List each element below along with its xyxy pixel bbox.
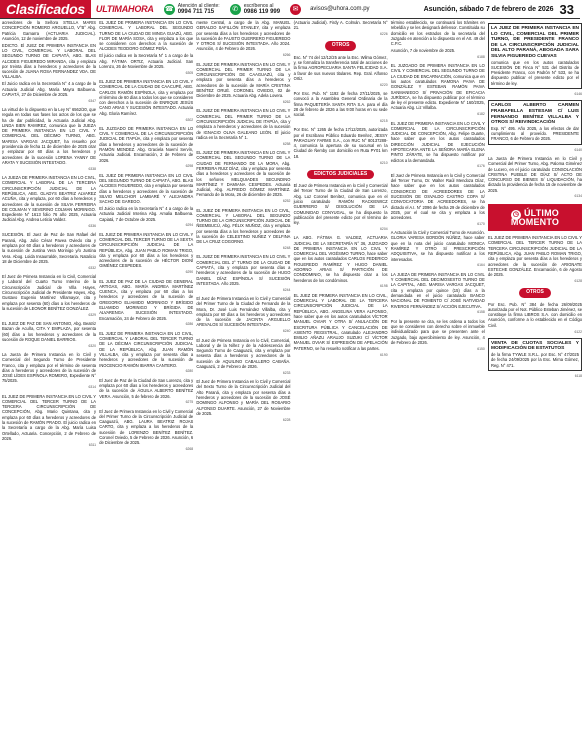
email-address[interactable]: avisos@uhora.com.py [310,6,370,12]
notice-code: 6262 [282,100,291,105]
notice-code: 6210 [380,160,388,165]
notice-text: EL JUEZ DE PRIMERA INSTANCIA EN LO CIVIL Y COMERCIAL DE LA CIUDAD DE CAACUPÉ, ABG. CARLOS RAMÓN ESPÍNOLA, cita y emplaza por el término de 60 días a todos los que se consideren con derechos a la sucesión de ENRIQUE JESÚS CANO ARIAS Y SUCESIÓN INTESTADO. Actuaria Abg. Gloria Ramírez. [99,78,194,116]
notice-text: EL JUEZ DE PRIMERA INSTANCIA EN LO CIVIL Y COMERCIAL DEL PRIMER TURNO DE LA CIRCUNSCRIPCIÓN DE CAAGUAZÚ, cita y emplaza por sesenta días a herederos y acreedores de la sucesión de MARÍA CRISTINA BENÍTEZ ORUÉ. CORONEL OVIEDO, 02 de Diciembre de 2025. Actuaria Abg. Adela Lovera. [196,61,291,99]
notice-text: La Jueza de Primera Instancia en lo Civil y Comercial del Segundo Turno de Presidente Franco, cita y emplaza por el término de sesenta días a herederos y acreedores de la sucesión de JOSÉ LÍDES ESPÍNOLA ROMERO, Expediente N° 75/2025. [2,351,96,384]
notice-text: acreedores de la Señora STELLA MARIS CONCEPCIÓN ROMERO ARGUELLO, V°B° Abg. Patricia Gamarra (ACTUARIA JUDICIAL). Asunción, 12 de noviembre de 2025. [2,20,96,41]
issue-date: Asunción, sábado 7 de febrero de 2026 [423,5,554,13]
notice-text: EL JUZGADO DE PRIMERA INSTANCIA EN LO CIVIL Y COMERCIAL DE LA CIRCUNSCRIPCIÓN JUDICIAL DE ITAPÚA, cita y emplaza por sesenta días a herederos y acreedores de la sucesión de RAMÓN MENDEZ. Abg. Graciela Noemí Servín, Actuaria Judicial. Encarnación, 2 de Febrero de 2026. [99,125,194,163]
notice-text: EL JUEZ DE PRIMERA INSTANCIA EN LO CIVIL Y COMERCIAL DEL PRIMER TURNO DE LA CIRCUNSCRIPCIÓN JUDICIAL DE ITAPÚA, cita y emplaza a herederos y acreedores de la sucesión de IGNACIO OLIVA GALEANO LEÓN. El juicio radica en la Secretaría N° 1. [196,108,291,140]
notice-code: 6146 [574,92,582,97]
notice-code: 6228 [282,417,291,422]
column-2 [99,20,193,756]
section-header-otros [294,41,388,50]
notice-code: 6240 [282,329,291,334]
notice-code: 6286 [185,322,194,327]
notice-text: La virtud de lo dispuesto en la Ley N° 6562/20, que regula en todas sus fases los actos de los que se ha de dar publicidad, la Actuaria Judicial Abg. LINDA BIEN RAMIREZ, comunica que la JUEZA DE PRIMERA INSTANCIA EN LO CIVIL Y COMERCIAL DEL DÉCIMO TURNO, ABG. MARISA VARGAS JACQUET, ha resuelto por providencia de fecha 11 de diciembre de 2025 citar y emplazar por 60 días a los herederos y acreedores de la sucesión LORENA YANNY DE ARATA Y SUCESIÓN INTESTADO. [2,106,96,165]
notice-code: 6305 [185,70,194,75]
notice-code: 6347 [88,98,96,103]
ad-title: CARLOS ALBERTO CARMEN FRABAFELLA ESTESAM C/ LUIS FERNANDO BENÍTEZ VILLALBA Y OTROS S/ REIVINDICACIÓN [491,103,579,126]
ad-title: LA JUEZ DE PRIMERA INSTANCIA EN LO CIVIL, COMERCIAL DEL PRIMER TURNO, DE PRESIDENTE FRANCO DE LA CIRCUNSCRIPCIÓN JUDICIAL DEL ALTO PARANÁ, ABOGADA SARA SILVIA FIGUEREDO CUEVAS [491,26,579,59]
notice-text: El Juez de Primera Instancia en lo Civil y Comercial del Tercer Turno, Dr. Walter Raúl Mendoza Díaz, hace saber que en los autos caratulados CONSORCIO DE ACREEDORES DE LA SUCESIÓN DE OSVALDO CASTRO COPA S/ CONVOCATORIA DE ACREEDORES, se ha dictado el A.I. N° 2096 de fecha 29 de diciembre de 2025, por el cual se cita y emplaza a los acreedores. [390,172,485,221]
notice-text: EL JUEZ DE PAZ DE LA CIUDAD DE GENERAL ARTIGAS, ABG. MARÍA ANDREA MARTÍNEZ CUENCA, cita y emplaza por 60 días a los herederos y acreedores de la sucesión de GREGORIO ELIAMIDO MORINIGO Y BRÍGIDO ELIAMIDO MORINIGO Y BRÍGIDA DE ALVARENGA SUCESIÓN INTESTADO. Encarnación, 24 de Febrero de 2026. [99,278,194,321]
notice-text: EL JUEZ DE PRIMERA INSTANCIA EN LO CIVIL Y COMERCIAL DEL 2° TURNO DE LA CIUDAD DE CAPIATÁ, cita y emplaza por sesenta días a herederos y acreedores de la sucesión de HUGO DANIEL DÍAZ ESPÍNOLA S/ SUCESIÓN INTESTADA. Año 2025. [196,254,291,286]
notice-text: EL JUEZ DE PRIMERA INSTANCIA EN LO CIVIL Y COMERCIAL DE LA CIRCUNSCRIPCIÓN JUDICIAL DE CONCEPCIÓN, Abg. Felipe Duarte, hace saber que en los autos caratulados DIRECCIÓN JUDICIAL DE EJECUCIÓN HIPOTECARIA ANTE LA SEÑORA MARÍA ELENA PINTO ZÁRATE, se ha dispuesto notificar por edictos a la demandada. [390,120,485,163]
section-label: EDICTOS JUDICIALES [307,170,374,179]
notice-code: 6215 [380,118,388,123]
whatsapp-number[interactable]: 0986 119 999 [243,9,281,15]
notice-text: EL JUZGADO DE PRIMERA INSTANCIA EN LO CIVIL Y COMERCIAL DEL SEGUNDO TURNO DE LA CIUDAD DE ENCARNACIÓN, comunica que en los autos caratulados RAMONA PAIVA DE GONZÁLEZ Y ESTEBAN RAMÓN PAIVA SANMANIEGO S/ PRIVACIÓN DE EFICACIA JURÍDICA, se ha dispuesto publicar por el término de ley el presente edicto. Expediente N° 160/2025, Actuaria Abg. Liz Villalba. [390,63,485,111]
phone-label: Atención al cliente: [177,3,220,9]
notice-text: La Jueza de Primera Instancia en lo Civil y Comercial del Primer Turno, Abg. Paloma Giménez de Lucero, en el juicio caratulado CONSOLACIÓN CRISTINA PUEBLE DE DÍAZ S/ ACTO DE CONCURSO DE BIENES S/ LIQUIDACIÓN, ha dictado la providencia de fecha 15 de noviembre de 2025. [488,155,582,193]
notice-code: 6128 [574,278,582,283]
notice-text: EL JUEZ DE PRIMERA INSTANCIA EN LO CIVIL COMERCIAL Y LABORAL DEL SEGUNDO TURNO DE LA CIUDAD DE MINGA GUAZÚ, ABG. FLOR DE MARÍA SOSA, cita y emplaza a los que se consideren con derechos a la sucesión de ALCIDES TEODORO GÓMEZ PEÑA. [99,20,194,52]
email-contact [290,4,369,15]
newspaper-logo: ULTIMAHORA [95,4,154,14]
notice-text: EL JUEZ DE PRIMERA INSTANCIA EN LO CIVIL, COMERCIAL Y LABORAL DEL SEGUNDO TURNO DE LA CIRCUNSCRIPCIÓN JUDICIAL DE ÑEEMBUCÚ, Abg. FÉLIX MUÑOZ, cita y emplaza por sesenta días a los herederos y acreedores de la sucesión de CELESTINO NUÑEZ Y DELFINA DE LA CRUZ COGORNO. [196,207,291,245]
page-header [0,0,580,19]
notice-code: 6266 [282,53,291,58]
notice-text: El Juez de Primera Instancia en lo Civil y Comercial del Sexto Turno de la Circunscripción Judicial del Alto Paraná, cita y emplaza por sesenta días a herederos y acreedores de la sucesión de JOSÉ DOMINGO ALFONSO y MARÍA DEL ROSARIO ALFONSO DUARTE. Asunción, 27 de Noviembre de 2025. [196,379,291,416]
notice-text: LA JUEZA DE PRIMERA INSTANCIA EN LO CIVIL Y COMERCIAL DEL DECIMOSEXTO TURNO DE LA CAPITAL, ABG. MARISA VARGAS JACQUET, cita y emplaza por quince (15) días a la demandada en el juicio caratulado BANCO NACIONAL DE FOMENTO C/ JOSÉ NATIVIDAD RIVEROS FERNÁNDEZ S/ ACCIÓN EJECUTIVA. [390,271,485,309]
notice-code: 6118 [574,373,582,378]
notice-text: LA JUEZA DE PRIMERA INSTANCIA EN LO CIVIL, COMERCIAL Y LABORAL DE LA TERCERA CIRCUNSCRIPCIÓN JUDICIAL DE LA REPÚBLICA, ABG. GLADYS BEATRIZ ALVAREZ ACUÑA, cita y emplaza, por 60 días a herederos y acreedores de la sucesión de SILVIA FERREIRA DE COLMAN Y SEVERINO COLMAN MORINIGO. Expediente N° 1613 folio 76 año 2025, Actuaria Judicial Abg. Andrea Leticia Valdez. [2,175,96,223]
notice-code: 6198 [380,284,388,289]
whatsapp-contact [230,3,280,15]
notice-code: 6220 [380,82,388,87]
notice-text: Por Esc. Pub. N° 384 de fecha 26/09/2025 autorizada por el Not. Público Esteban Jiménez, se constituye la firma LIBROS S.A. con domicilio en Asunción, conforme a lo establecido en el Código Civil. [488,301,582,328]
notice-code: 6332 [88,265,96,270]
clock-icon: ◷ [512,210,520,218]
column-6 [488,20,582,756]
boxed-ad [488,100,582,144]
notice-text: EL JUEZ DE PRIMERA INSTANCIA EN LO CIVIL, COMERCIAL Y LABORAL DEL TERCER TURNO DE LA DÉCIMA CIRCUNSCRIPCIÓN JUDICIAL DE LA REPÚBLICA, Abg. JUAN RAMÓN VILLALBA, cita y emplaza por sesenta días a herederos y acreedores de la sucesión de INOCENCIO RAMÓN IBARRA CANTERO. [99,330,194,368]
notice-code: 6314 [88,385,96,390]
column-4 [294,20,388,756]
notice-text: A Actuación la Civil y Comercial Turno de Asunción. GLORIA VARESA BORDÓN NÚÑEZ, hace saber que en la nota del juicio caratulado MONICA RAMÍREZ Y OTRO S/ PRESCRIPCIÓN ADQUISITIVA, se ha dispuesto notificar a los interesados. [390,230,485,262]
notice-text: EL JUEZ DE PRIMERA INSTANCIA EN LO CIVIL DEL SEGUNDO TURNO DE CAPIATÁ, ABG. BLAS ALCIDES FIGUEREDO, cita y emplaza por sesenta días a herederos y acreedores de la sucesión de SILVIO MELCHOR LAMBARÉ Y ALEJANDRA SACHO DE GAREGO. [99,172,194,205]
notice-code: 6258 [282,141,291,146]
notice-code: 6134 [574,194,582,199]
phone-number[interactable]: 0994 711 715 [177,9,215,15]
notice-code: 6280 [185,369,194,374]
notice-code: 6150 [477,346,485,351]
page-number: 33 [559,1,574,17]
notice-text: EL JUEZ DE PAZ DE SAN ANTONIO, Abg. Beatriz Bazan de Acuña, CITA Y EMPLAZA, por sesenta (60) días a los herederos y acreedores de la sucesión de ROQUE DANIEL BARRIOS. [2,320,96,342]
notice-text: El Juez de Primera Instancia en lo Civil y Comercial del Tercer Turno de la Ciudad de San Lorenzo, Abg. Luz Coronel Benítez, comunica que en el juicio caratulado RAMÓN RACKIEWICZ GUERRERO S/ DISOLUCIÓN DE LA COMUNIDAD CONYUGAL, se ha dispuesto la publicación del presente edicto por el término de ley. [293,183,388,226]
boxed-ad [488,338,582,371]
notice-code: 6190 [380,352,388,357]
notice-code: 6158 [477,310,485,315]
notice-text: El Juez de Primera Instancia en lo Civil, Comercial y Laboral del Cuarto Turno Interino de la Circunscripción Judicial de Villa Hayes, Circunscripción Judicial de Presidente Hayes, Abg. Gustavo Eugenio Martínez Villamayor, cita y emplaza por sesenta (60) días a los herederos de la sucesión de LEONOR BENÍTEZ GONZÁLEZ. [2,274,96,311]
notice-text: El Juez de Paz de la Ciudad de San Lorenzo, cita y emplaza por 60 días a los herederos y acreedores de la sucesión de ÁGUILA ALBERTO BENÍTEZ VERA. Asunción, 5 de febrero de 2026. [99,377,194,399]
whatsapp-icon: ✆ [230,4,241,15]
ad-body: Exp. N° 495. Año 2025, a los efectos de dar cumplimiento al proveído. PRESIDENTE FRANCO, 6 de Febrero de 2026. [491,125,579,142]
notice-code: 6248 [282,246,291,251]
notice-code: 6268 [185,447,194,452]
section-header-judiciales [294,170,388,179]
notice-text: EL JUEZ DE PRIMERA INSTANCIA EN LO CIVIL Y COMERCIAL DEL TERCER TURNO DE LA TERCERA CIRCUNSCRIPCIÓN DE CONCEPCIÓN, Abg. Mario Quintana, cita y emplaza por 60 días a herederos y acreedores de la sucesión de RAMÓN PRADO. El juicio radica en la Secretaría a cargo de la Abg. María Luisa Ortellado, Actuaria. Concepción, 2 de Febrero de 2026. [2,393,96,441]
notice-code: 6140 [574,147,582,152]
notice-code: 6188 [477,54,485,59]
notice-text: Por Esc. N° 1265 de fecha 17/12/2025, autorizada por el Escribano Público Eduardo Benítez, JESSY PARAGUAY FARMS S.A., con RUC N° 80137288-4, comunica la apertura de su sucursal en la Ciudad de Ñemby con domicilio en Ruta PY01 km 18. [293,127,388,159]
notice-text: término establecido, se continuará los trámites en rebeldía y se les designará defensor. Constituida su domicilio en los estrados de la secretaría del Juzgado en atención a lo dispuesto en el Art. 49 del C.P.C. [390,20,485,47]
notice-text: El Juicio radica en la Secretaría N° 4 a cargo de la Actuaria Judicial Abg. María Mayra Balbuena. CAPIATÁ, 27 de Diciembre de 2025. [2,81,96,97]
column-5 [391,20,485,756]
notice-text: mente Central, a cargo de la Abg. MANUEL GERALDO SAFILLÓN STANLEY, cita y emplaza por sesenta días a los herederos y acreedores de la sucesión de FAUSTO GUERRERO FIGUEREDO Y OTROS S/ SUCESIÓN INTESTADA. Año 2024. Asunción, 4 de Febrero de 2026. [196,20,291,52]
column-1 [2,20,96,756]
notice-code: 6329 [88,312,96,317]
phone-contact [164,3,220,15]
notice-code: 6298 [185,164,194,169]
notice-code: 6182 [477,112,485,117]
notice-code: 6176 [477,164,485,169]
notice-text: LA ABG. FÁTIMA G. VALDEZ, ACTUARIA JUDICIAL DE LA SECRETARÍA N° 36, JUZGADO DE PRIMERA INSTANCIA EN LO CIVIL Y COMERCIAL DEL VIGÉSIMO TURNO, hace saber que en los autos caratulados CARLOS FEDERICO FIGUEREDO RAMÍREZ Y HUGO DANIEL ADORNO ARIAS S/ PARTICIÓN DE CONDOMINIO, se ha dispuesto citar a los herederos de los condóminos. [293,235,388,283]
phone-icon: ☎ [164,5,174,13]
notice-code: 6290 [185,270,194,275]
whatsapp-label: escríbenos al [243,3,274,9]
notice-code: 6233 [282,370,291,375]
notice-text: EL JUEZ DE PRIMERA INSTANCIA EN LO CIVIL, COMERCIAL Y LABORAL DE LA TERCERA CIRCUNSCRIPCIÓN JUDICIAL DE LA REPÚBLICA, ABG. ANGELINA VERA ALFONSO, hace saber que en los autos caratulados VÍCTOR MANUEL OVIAR Y OTRA S/ ANULACIÓN DE ESCRITURA PÚBLICA Y CANCELACIÓN DE ASIENTO REGISTRAL, caratulado ALEJANDRO EMILIO AÑAZU ARAUJO SUZUKI C/ VÍCTOR MANUEL OVIAR S/ EXPRESIÓN DE APELACIÓN PATERNO, se ha resuelto notificar a las partes. [293,292,388,351]
notice-code: 6302 [185,117,194,122]
column-3 [196,20,290,756]
notice-text: El Juez de Primera Instancia en lo Civil y Comercial del Primer Turno de la Circunscripción Judicial de Caaguazú, ABG. LAURA BEATRIZ ROJAS CARTO, cita y emplaza a los herederos de la sucesión de LORENZO BENÍTEZ BENÍTEZ. Coronel Oviedo, 5 de Febrero de 2026. Asunción, 6 de Diciembre de 2025. [99,408,194,446]
notice-code: 6252 [282,199,291,204]
notice-text: EL JUEZ DE PRIMERA INSTANCIA EN LO CIVIL Y COMERCIAL DEL TERCER TURNO DE LA TERCERA CIRCUNSCRIPCIÓN JUDICIAL DE LA REPÚBLICA, Abg. JUAN PABLO ROMAN TRIGO, cita y emplaza por sesenta días a los herederos y acreedores de la sucesión de ARIGNATE ESTECHE GONZÁLEZ. Encarnación, 6 de Agosto de 2025. [488,235,582,278]
ad-title: VENTA DE CUOTAS SOCIALES Y MODIFICACIÓN DE ESTATUTOS [491,340,579,352]
notice-code: 6164 [477,263,485,268]
notice-code: 6338 [88,166,96,171]
section-title: Clasificados [0,0,91,18]
email-icon: ✉ [290,4,301,15]
notice-text: Asunción, 7 de noviembre de 2025. [390,47,456,53]
breaking-news-label: ÚLTIMO MOMENTO [510,207,560,227]
notice-text: El Juez de Primera Instancia en lo Civil, Comercial, Laboral y de la Niñez y de la Adolescencia del Segundo Turno de Caaguazú, cita y emplaza por sesenta días a herederos y acreedores de la sucesión de AQUILINO CABALLERO CABAÑA. Caaguazú, 2 de Febrero de 2026. [196,337,291,370]
section-header-otros2 [488,288,582,297]
section-label: OTROS [519,288,551,297]
notice-text: Por la presente se cita, se les ordena a todos los que se consideren con derecho sobre el inmueble individualizado para que se presenten ante el Juzgado, bajo apercibimiento de ley. Asunción, 4 de Febrero de 2026. [390,318,485,345]
notice-text: EDICTO. El JUEZ DE PRIMERA INSTANCIA EN LO CIVIL, COMERCIAL Y LABORAL DEL SEGUNDO TURNO DE CAPIATÁ, ABG. BLAS ALCIDES FIGUEREDO MIRANDA, cita y emplaza por treinta días a herederos y acreedores de la sucesión de JUANA ROSA FERNANDEZ VDA. DE VILLALBA. [2,42,96,80]
notice-code: 6294 [185,223,194,228]
notice-text: El juicio radica en la Secretaría N° 1 a cargo de la Abg. FÁTIMA ORTIZ, Actuaria Judicial. San Lorenzo, 26 de Noviembre de 2025. [99,53,194,69]
notice-code: 6170 [477,221,485,226]
notice-code: 6320 [88,343,96,348]
notice-code: 6336 [88,224,96,229]
notice-code: 6204 [380,227,388,231]
notice-code: 6311 [88,442,96,447]
columns-container [0,20,580,756]
boxed-ad [488,23,582,89]
notice-code: 6226 [380,32,388,37]
notice-code: 6122 [574,329,582,334]
notice-text: Esc. N° 74 del 12/12/25 ante la Esc. Wilma Gómez, y, se formaliza la transferencia total de acciones de la firma AGROPECUARIA SANTA FELICIDAD S.A. a favor de sus nuevos titulares. Rep. Gral. Alfonso Ortiz. [293,54,388,81]
section-label: OTROS [325,41,357,50]
notice-text: EL JUEZ DE PRIMERA INSTANCIA EN LO CIVIL Y COMERCIAL DEL SEGUNDO TURNO DE LA CIUDAD DE FERNANDO DE LA MORA, Abg. FERREIRA RUIZ DÍAZ, cita y emplaza por sesenta días a herederos y acreedores de la sucesión de los señores MELQUIADES SECUNDINO MARTÍNEZ Y DAMIANA CESPEDES. Actuaria Judicial, Abg. ALFREDO GÓMEZ MARTÍNEZ. Fernando de la Mora, 26 de diciembre de 2025. [196,150,291,198]
notice-text: SUCESIÓN. El Juez de Paz de San Rafael del Paraná, Abg. Julio César Pavea Oviedo cita y emplaza por 60 días a herederos y acreedores de la sucesión de Justina Vera Morinigo y/o Justina Vera. Abog. Loida Insaurralde, Secretaria. Natalicio 18 de Diciembre de 2025. [2,232,96,264]
notice-code: 6244 [282,287,291,292]
notice-text: El Juez de Primera Instancia en lo Civil y Comercial del Primer Turno de la Ciudad de Fernando de la Mora, Dr. José Luis Fernández Villalba, cita y emplaza por 60 días a los herederos y acreedores de la sucesión de JACINTA ARGUELLO AREVALOS S/ SUCESIÓN INTESTADA. [196,295,291,328]
notice-text: El Juicio radica en la Secretaría N° 4 a cargo de la Actuaria Judicial Interina Abg. Amalia Balbuena. Capiatá, 7 de Octubre de 2025. [99,206,194,222]
ad-body: de la firma TYWLE S.R.L. por Esc. N° 47/2025 de fecha 24/09/2025 por la Esc. Mirna Gómez, Reg. N° 471. [491,352,579,368]
notice-code: 6275 [185,400,194,405]
breaking-news-header [488,204,582,231]
notice-text: Por Esc. Pub. N° 1192 de fecha 27/11/2025, se convocó a la Asamblea General Ordinaria de la firma PAQUETERÍA SANTA RITA S.A. para el día 28 de febrero de 2026 a las 9:00 horas en su sede social. [293,90,388,118]
notice-text: EL JUEZ DE PRIMERA INSTANCIA EN LO CIVIL Y COMERCIAL DEL TERCER TURNO DE LA SEXTA CIRCUNSCRIPCIÓN JUDICIAL DE LA REPÚBLICA, Abg. JUAN PABLO ROMAN TRIGO, cita y emplaza por 60 días a los herederos y acreedores de la sucesión de HÉCTOR DIONÍ GIMÉNEZ CESPEDES. [99,231,194,269]
ad-body: comunica que en los autos caratulados SUCESIÓN DE Finca N° 531 del Distrito de Presidente Franco, con Padrón N° 533, se ha dispuesto publicar el presente edicto por el término de ley. [491,59,579,86]
notice-text: (Actuario Judicial). Firdy A. Colmán. Secretaría N° 21. [293,20,388,31]
